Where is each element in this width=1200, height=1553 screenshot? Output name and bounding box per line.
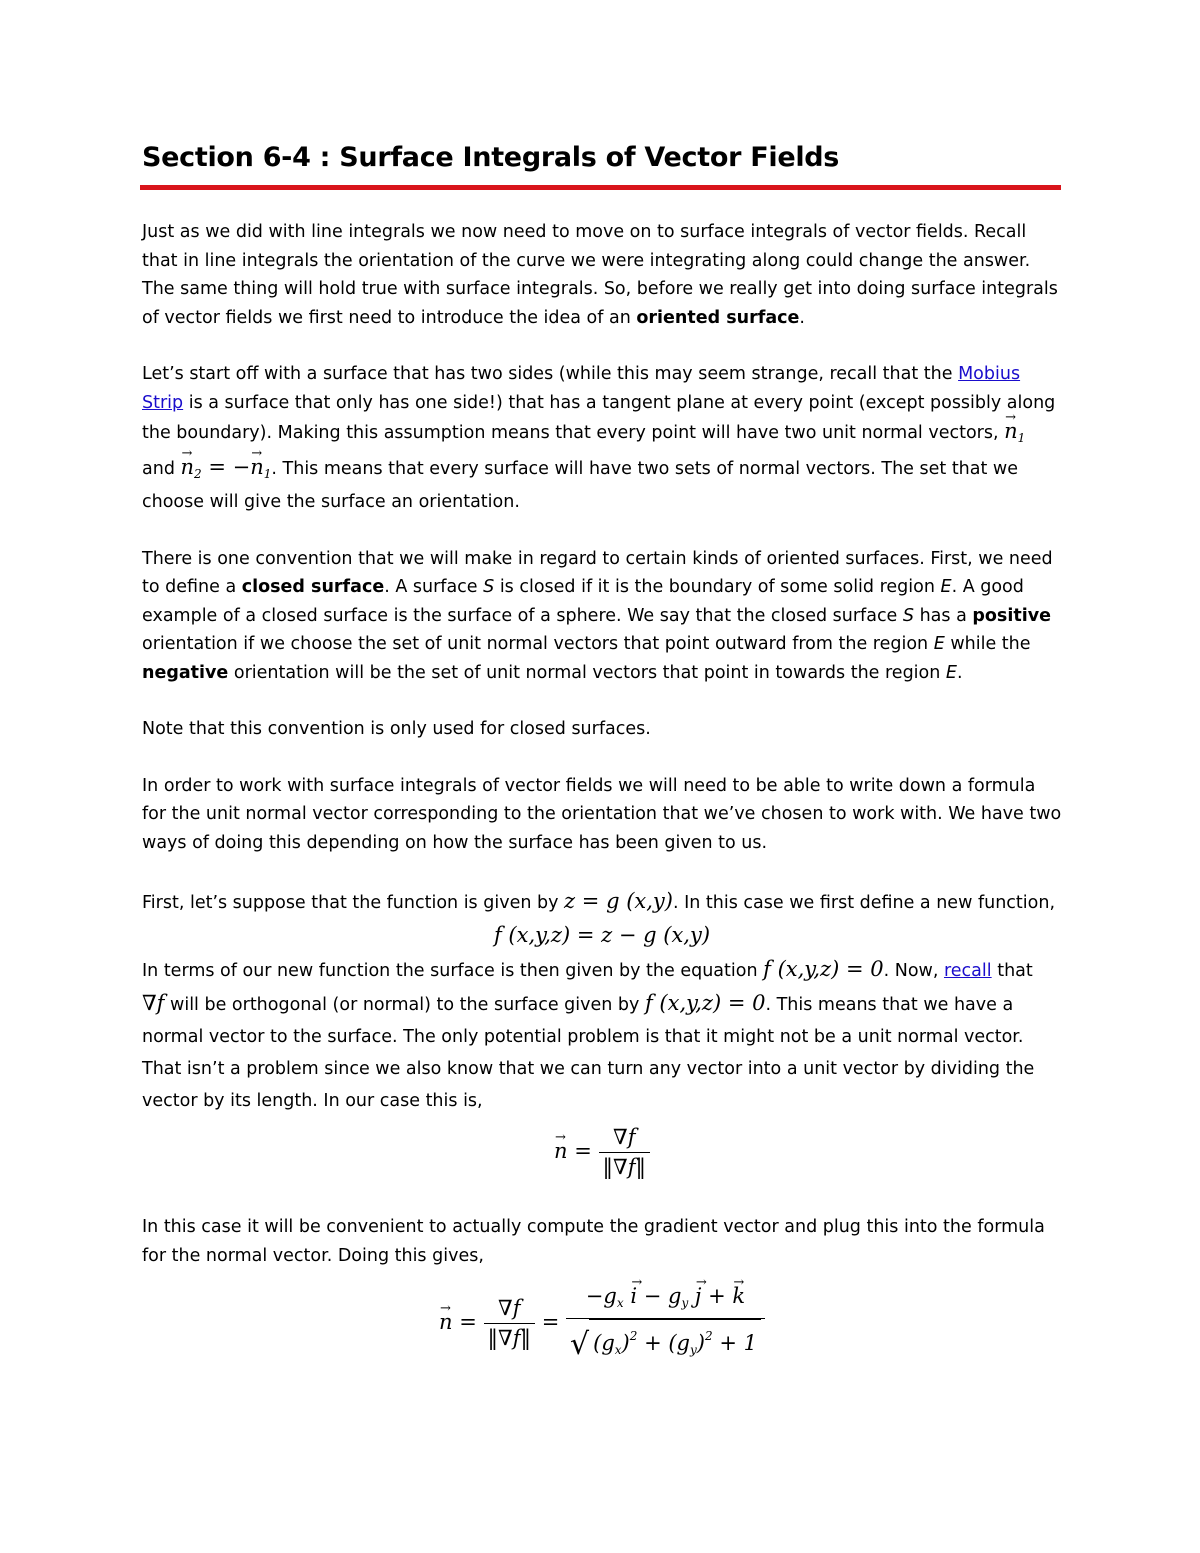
title-underline <box>140 185 1061 190</box>
paragraph-unit-normal: In order to work with surface integrals of vector fields we will need to be able to write down a formula for the unit normal vector corresponding to the orientation that we’ve chosen to work with. We have two ways of doing this depending on how the surface has been given to us. <box>142 775 1062 853</box>
term-oriented-surface: oriented surface <box>636 307 800 328</box>
math-f-equals-zero: f (x,y,z) = 0 <box>763 957 884 981</box>
math-n2-equals-minus-n1: → $n_2$ = −→ $n_1$ <box>181 455 272 479</box>
math-z-equals-g: z = g (x,y) <box>564 889 673 913</box>
math-grad-f: ∇f <box>142 991 165 1015</box>
paragraph-compute-gradient: In this case it will be convenient to actually compute the gradient vector and plug this into the formula for the normal vector. Doing this gives, <box>142 1217 1045 1266</box>
math-n1: → $n_1$ <box>1004 419 1025 443</box>
term-positive: positive <box>972 605 1051 626</box>
paragraph-closed-surface: There is one convention that we will make in regard to certain kinds of oriented surfaces. First, we need to define a closed surface. A surface S is closed if it is the boundary of some solid region E. A good example of a closed surface is the surface of a sphere. We say that the closed surface S has a positive orientation if we choose the set of unit normal vectors that point outward from the region E while the negative orientation will be the set of unit normal vectors that point in towards the region E. <box>142 548 1053 683</box>
paragraph-convention-note: Note that this convention is only used for closed surfaces. <box>142 719 651 739</box>
term-negative: negative <box>142 662 229 683</box>
document-body <box>142 218 1062 1364</box>
equation-f-definition: f (x,y,z) = z − g (x,y) <box>493 923 711 947</box>
equation-n-gradient: → n = $\frac{\nabla f}{‖\nabla f‖}$ = $\frac{-g_x \to i - g_y \to j + \to k}{√ (g_x)^2 + (g_y)^2 + 1}$ <box>142 1282 1062 1364</box>
recall-link[interactable]: recall <box>943 961 992 981</box>
math-f-equals-zero-2: f (x,y,z) = 0 <box>644 991 766 1015</box>
paragraph-intro: Just as we did with line integrals we now need to move on to surface integrals of vector fields. Recall that in line integrals the orientation of the curve we were integrating along could change the answer. The same thing will hold true with surface integrals. So, before we really get into doing surface integrals of vector fields we first need to introduce the idea of an oriented surface. <box>142 222 1058 328</box>
paragraph-function-given: First, let’s suppose that the function is given by z = g (x,y). In this case we first define a new function, <box>142 889 1056 913</box>
mobius-strip-link[interactable]: Mobius Strip <box>142 364 1021 413</box>
term-closed-surface: closed surface <box>241 577 385 597</box>
equation-n-unit: → n = $\frac{\nabla f}{‖\nabla f‖}$ <box>142 1123 1062 1181</box>
section-title: Section 6-4 : Surface Integrals of Vector Fields <box>142 142 840 173</box>
paragraph-gradient-normal: In terms of our new function the surface is then given by the equation f (x,y,z) = 0. Now, recall that ∇f will be orthogonal (or normal) to the surface given by f (x,y,z) = 0. This means that we have a normal vector to the surface. The only potential problem is that it might not be a unit normal vector. That isn’t a problem since we also know that we can turn any vector into a unit vector by dividing the vector by its length. In our case this is, <box>142 957 1035 1111</box>
paragraph-two-sides: Let’s start off with a surface that has two sides (while this may seem strange, recall that the Mobius Strip is a surface that only has one side!) that has a tangent plane at every point (except possibly along the boundary). Making this assumption means that every point will have two unit normal vectors, → $n_1$ and → $n_2$ = −→ $n_1$. This means that every surface will have two sets of normal vectors. The set that we choose will give the surface an orientation. <box>142 360 1062 517</box>
